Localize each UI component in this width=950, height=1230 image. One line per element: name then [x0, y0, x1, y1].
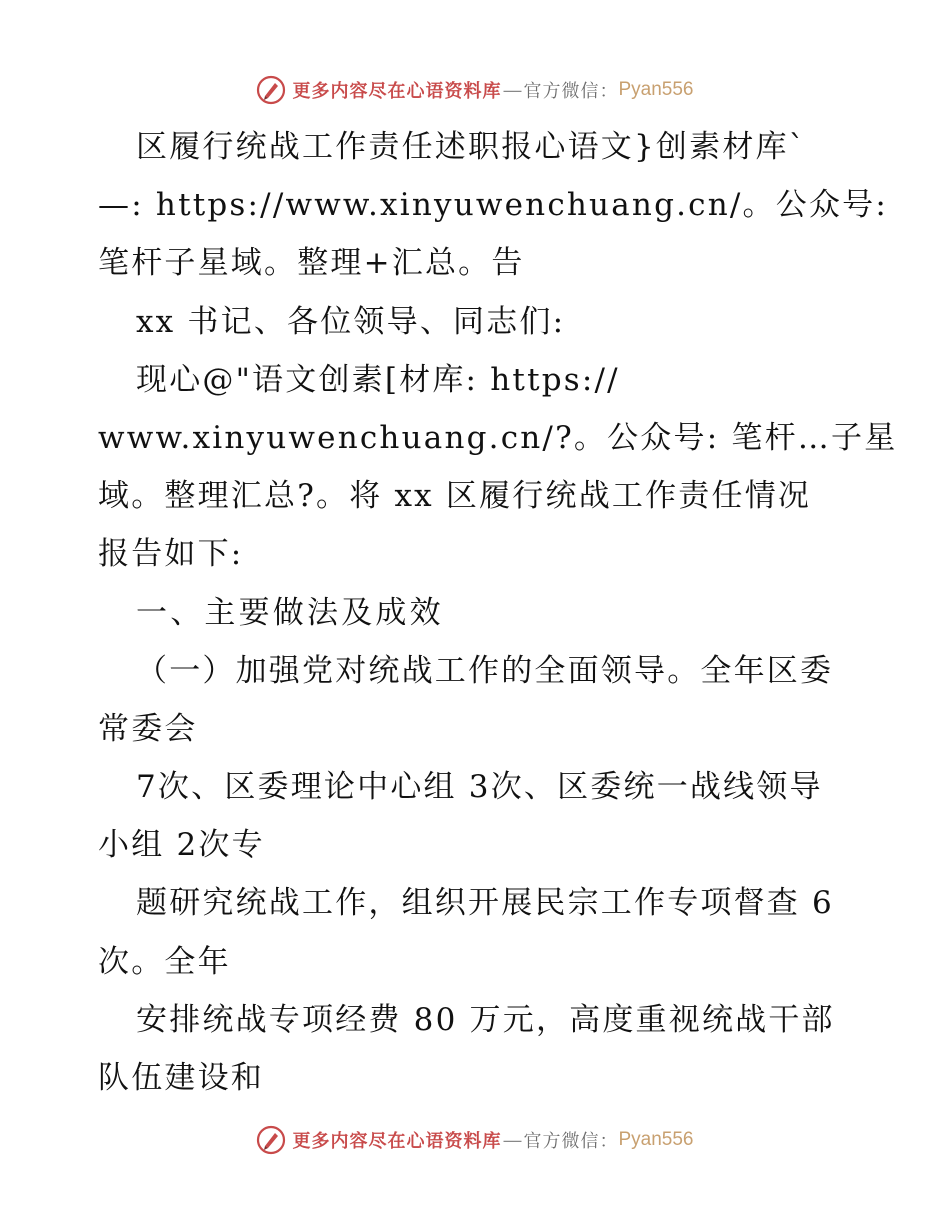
banner-official-label: 官方微信：: [523, 1131, 619, 1152]
title-line-3: 笔杆子星域。整理+汇总。告: [98, 245, 525, 282]
paragraph-line: 常委会: [98, 710, 198, 747]
section-heading: 一、主要做法及成效: [136, 594, 444, 631]
pen-logo-icon: [256, 75, 286, 105]
title-line-2: —: https://www.xinyuwenchuang.cn/。公众号:: [98, 187, 888, 224]
banner-wechat-id: Pyan556: [618, 79, 694, 100]
banner-official-label: 官方微信：: [523, 81, 619, 102]
banner-separator: —: [503, 1129, 522, 1150]
pen-logo-icon: [256, 1125, 286, 1155]
paragraph-line: 现心@"语文创素[材库: https://: [136, 361, 620, 398]
salutation-line: xx 书记、各位领导、同志们:: [136, 303, 566, 340]
paragraph-line: www.xinyuwenchuang.cn/?。公众号: 笔杆…子星: [98, 419, 898, 456]
banner-promo-text: 更多内容尽在心语资料库: [292, 1131, 502, 1152]
paragraph-line: 安排统战专项经费 80 万元，高度重视统战干部: [136, 1001, 835, 1038]
paragraph-line: 域。整理汇总?。将 xx 区履行统战工作责任情况: [98, 478, 812, 515]
paragraph-line: 7次、区委理论中心组 3次、区委统一战线领导: [136, 769, 823, 806]
paragraph-line: 次。全年: [98, 943, 231, 980]
document-body: [98, 118, 898, 1107]
banner-wechat-id: Pyan556: [618, 1129, 694, 1150]
title-line-1: 区履行统战工作责任述职报心语文}创素材库`: [136, 129, 807, 165]
paragraph-line: 题研究统战工作，组织开展民宗工作专项督查 6: [136, 885, 834, 922]
header-banner: [0, 72, 950, 108]
banner-separator: —: [503, 79, 522, 100]
paragraph-line: 队伍建设和: [98, 1060, 264, 1096]
subsection-heading-line: （一）加强党对统战工作的全面领导。全年区委: [136, 652, 834, 689]
paragraph-line: 小组 2次专: [98, 827, 265, 864]
paragraph-line: 报告如下:: [98, 536, 244, 573]
footer-banner: [0, 1122, 950, 1158]
banner-promo-text: 更多内容尽在心语资料库: [292, 81, 502, 102]
